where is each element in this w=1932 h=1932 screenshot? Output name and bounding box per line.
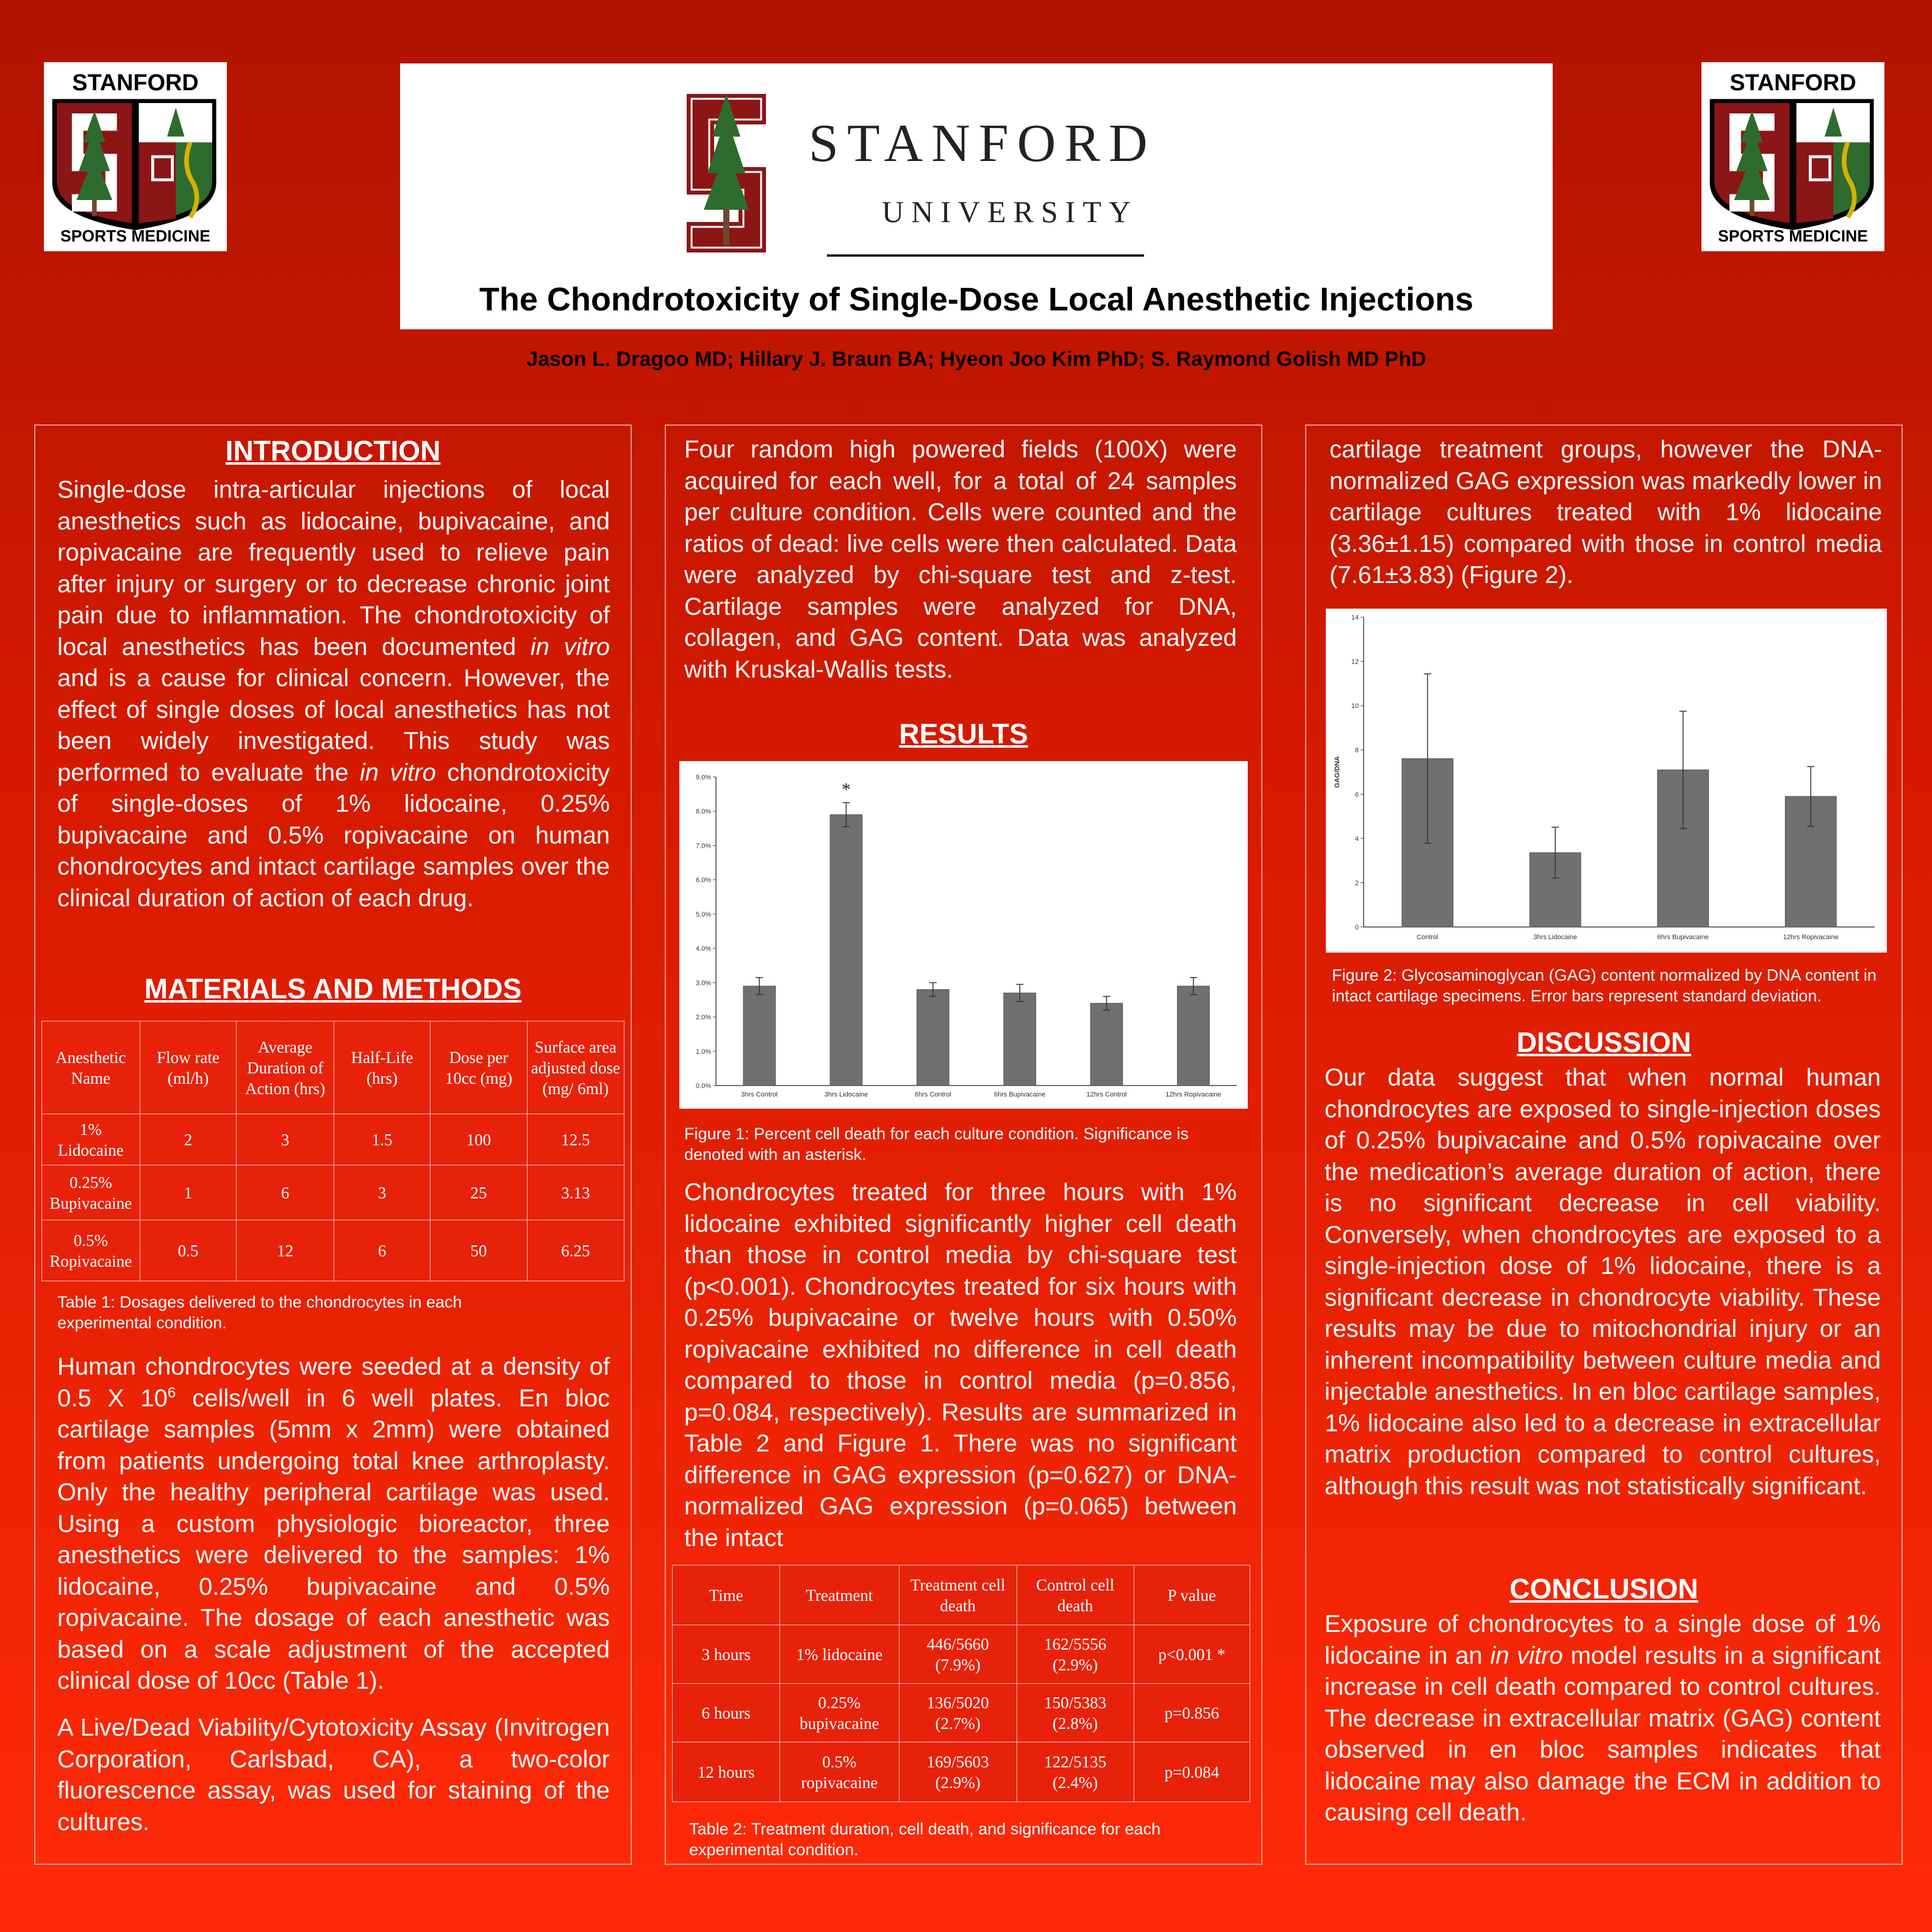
figure-1-chart xyxy=(679,761,1248,1109)
x-category-label: 3hrs Control xyxy=(741,1091,778,1098)
table1-cell: 12.5 xyxy=(527,1114,624,1165)
table2-cell: 0.25% bupivacaine xyxy=(780,1684,900,1742)
table1-cell: 1 xyxy=(140,1165,237,1220)
figure-2-svg xyxy=(1326,609,1887,953)
table2-cell: 0.5% ropivacaine xyxy=(780,1742,900,1802)
results-table xyxy=(672,1565,1250,1802)
figure-1-caption: Figure 1: Percent cell death for each culture condition. Significance is denoted with an asterisk. xyxy=(684,1125,1189,1164)
table2-cell: p=0.084 xyxy=(1134,1742,1250,1802)
table2-cell: 162/5556 (2.9%) xyxy=(1017,1625,1134,1684)
results-text: Chondrocytes treated for three hours with 1% lidocaine exhibited significantly higher cell death than those in control media by chi-square test (p<0.001). Chondrocytes treated for six hours with 0.25% bupivacaine or twelve hours with 0.50% ropivacaine exhibited no difference in cell death compared to those in control media (p=0.856, p=0.084, respectively). Results are summarized in Table 2 and Figure 1. There was no significant difference in GAG expression (p=0.627) or DNA-normalized GAG expression (p=0.065) between the intact xyxy=(684,1179,1237,1551)
x-category-label: 12hrs Ropivacaine xyxy=(1783,934,1839,941)
table1-cell: 0.5% Ropivacaine xyxy=(42,1220,140,1281)
x-category-label: 12hrs Control xyxy=(1086,1091,1127,1098)
significance-asterisk: * xyxy=(842,779,851,800)
bar xyxy=(1090,1003,1123,1086)
y-tick-label: 8 xyxy=(1354,746,1359,754)
svg-text:UNIVERSITY: UNIVERSITY xyxy=(882,195,1138,229)
table2-cell: 122/5135 (2.4%) xyxy=(1017,1742,1134,1802)
table2-cell: p=0.856 xyxy=(1134,1684,1250,1742)
y-tick-label: 14 xyxy=(1351,614,1359,621)
table1-header: Average Duration of Action (hrs) xyxy=(237,1021,334,1114)
table2-cell: 3 hours xyxy=(673,1625,780,1684)
table2-header: P value xyxy=(1134,1565,1250,1625)
table1-cell: 25 xyxy=(431,1165,527,1220)
table1-header: Anesthetic Name xyxy=(42,1021,140,1114)
dosage-table xyxy=(41,1021,624,1281)
table2-cell: 6 hours xyxy=(673,1684,780,1742)
title-banner xyxy=(400,63,1553,371)
table1-cell: 3 xyxy=(334,1165,430,1220)
methods-text-3: Four random high powered fields (100X) were acquired for each well, for a total of 24 samples per culture condition. Cells were counted and the ratios of dead: live cells were then calculated. Data were analyzed by chi-square test and z-test. Cartilage samples were analyzed for DNA, collagen, and GAG content. Data was analyzed with Kruskal-Wallis tests. xyxy=(684,436,1237,683)
table1-cell: 50 xyxy=(431,1220,527,1281)
table1-header: Flow rate (ml/h) xyxy=(140,1021,237,1114)
y-tick-label: 10 xyxy=(1351,703,1359,710)
table2-cell: 150/5383 (2.8%) xyxy=(1017,1684,1134,1742)
x-category-label: 6hrs Bupivacaine xyxy=(993,1091,1046,1098)
x-category-label: 6hrs Control xyxy=(914,1091,951,1098)
y-tick-label: 7.0% xyxy=(695,842,711,850)
sports-medicine-logo-right xyxy=(1701,62,1884,251)
methods-heading: MATERIALS AND METHODS xyxy=(144,973,522,1004)
table2-header: Treatment xyxy=(780,1565,900,1625)
table1-cell: 0.5 xyxy=(140,1220,237,1281)
y-tick-label: 1.0% xyxy=(695,1048,711,1056)
table2-cell: 169/5603 (2.9%) xyxy=(899,1742,1017,1802)
x-category-label: 12hrs Ropivacaine xyxy=(1165,1091,1222,1098)
table2-cell: p<0.001 * xyxy=(1134,1625,1250,1684)
authors: Jason L. Dragoo MD; Hillary J. Braun BA; Hyeon Joo Kim PhD; S. Raymond Golish MD PhD xyxy=(526,348,1426,371)
y-tick-label: 9.0% xyxy=(695,774,711,781)
introduction-text: Single-dose intra-articular injections of local anesthetics such as lidocaine, bupivacaine, and ropivacaine are frequently used to relieve pain after injury or surgery or to decrease chronic joint pain due to inflammation. The chondrotoxicity of local anesthetics has been documented in vitro and is a cause for clinical concern. However, the effect of single doses of local anesthetics has not been widely investigated. This study was performed to evaluate the in vitro chondrotoxicity of single-doses of 1% lidocaine, 0.25% bupivacaine and 0.5% ropivacaine on human chondrocytes and intact cartilage samples over the clinical duration of action of each drug. xyxy=(57,476,610,912)
svg-text:STANFORD: STANFORD xyxy=(72,70,199,96)
sports-medicine-logo-left xyxy=(44,62,227,251)
x-category-label: 6hrs Bupivacaine xyxy=(1657,934,1709,941)
table1-cell: 1% Lidocaine xyxy=(42,1114,140,1165)
y-tick-label: 2.0% xyxy=(695,1014,711,1021)
svg-text:STANFORD: STANFORD xyxy=(1730,70,1856,96)
bar xyxy=(743,986,776,1086)
poster-title: The Chondrotoxicity of Single-Dose Local Anesthetic Injections xyxy=(479,281,1474,318)
svg-text:STANFORD: STANFORD xyxy=(809,114,1156,173)
table1-cell: 6 xyxy=(334,1220,430,1281)
methods-text-1: Human chondrocytes were seeded at a density of 0.5 X $10^6$ cells/well in 6 well plates. En bloc cartilage samples (5mm x 2mm) were obtained from patients undergoing total knee arthroplasty. Only the healthy peripheral cartilage was used. Using a custom physiologic bioreactor, three anesthetics were delivered to the samples: 1% lidocaine, 0.25% bupivacaine and 0.5% ropivacaine. The dosage of each anesthetic was based on a scale adjustment of the accepted clinical dose of 10cc (Table 1). xyxy=(57,1353,610,1694)
table2-header: Time xyxy=(673,1565,780,1625)
figure-2-caption: Figure 2: Glycosaminoglycan (GAG) content normalized by DNA content in intact cartilage specimens. Error bars represent standard deviation. xyxy=(1332,966,1877,1005)
stanford-university-logo xyxy=(681,76,1272,281)
table2-header: Treatment cell death xyxy=(899,1565,1017,1625)
y-tick-label: 3.0% xyxy=(695,979,711,987)
y-tick-label: 12 xyxy=(1351,658,1359,666)
column-right xyxy=(1305,424,1903,1865)
y-tick-label: 0 xyxy=(1354,924,1359,931)
results-heading: RESULTS xyxy=(899,718,1028,750)
bar xyxy=(1178,986,1210,1086)
column-left xyxy=(34,424,632,1865)
x-category-label: 3hrs Lidocaine xyxy=(1533,934,1578,941)
y-tick-label: 0.0% xyxy=(695,1082,711,1090)
y-tick-label: 8.0% xyxy=(695,808,711,816)
table2-cell: 12 hours xyxy=(673,1742,780,1802)
conclusion-text: Exposure of chondrocytes to a single dose of 1% lidocaine in an in vitro model results in a significant increase in cell death compared to control cultures. The decrease in extracellular matrix (GAG) content observed in en bloc samples indicates that lidocaine may also damage the ECM in addition to causing cell death. xyxy=(1325,1611,1881,1826)
table1-cell: 12 xyxy=(237,1220,334,1281)
discussion-heading: DISCUSSION xyxy=(1516,1026,1692,1058)
table2-cell: 136/5020 (2.7%) xyxy=(899,1684,1017,1742)
table1-header: Dose per 10cc (mg) xyxy=(431,1021,527,1114)
introduction-heading: INTRODUCTION xyxy=(225,435,441,467)
table1-header: Surface area adjusted dose (mg/ 6ml) xyxy=(527,1021,624,1114)
discussion-text: Our data suggest that when normal human chondrocytes are exposed to single-injection doses of 0.25% bupivacaine and 0.5% ropivacaine over the medication’s average duration of action, there is no significant decrease in cell viability. Conversely, when chondrocytes are exposed to a single-injection dose of 1% lidocaine, there is a significant decrease in chondrocyte viability. These results may be due to mitochondrial injury or an inherent incompatibility between culture media and injectable anesthetics. In en bloc cartilage samples, 1% lidocaine also led to a decrease in extracellular matrix production compared to control cultures, although this result was not statistically significant. xyxy=(1325,1064,1881,1500)
y-tick-label: 6 xyxy=(1354,791,1359,799)
table1-cell: 6.25 xyxy=(527,1220,624,1281)
table1-cell: 1.5 xyxy=(334,1114,430,1165)
y-tick-label: 2 xyxy=(1354,879,1359,887)
results-text-cont: cartilage treatment groups, however the DNA-normalized GAG expression was markedly lower in cartilage cultures treated with 1% lidocaine (3.36±1.15) compared with those in control media (7.61±3.83) (Figure 2). xyxy=(1329,436,1882,589)
y-tick-label: 5.0% xyxy=(695,911,711,918)
table1-caption: Table 1: Dosages delivered to the chondrocytes in each experimental condition. xyxy=(57,1293,462,1332)
table1-cell: 3.13 xyxy=(527,1165,624,1220)
y-tick-label: 4.0% xyxy=(695,945,711,953)
table2-cell: 1% lidocaine xyxy=(780,1625,900,1684)
svg-text:SPORTS MEDICINE: SPORTS MEDICINE xyxy=(60,227,210,246)
y-axis-label: GAG/DNA xyxy=(1334,756,1341,788)
x-category-label: Control xyxy=(1417,934,1439,941)
table2-cell: 446/5660 (7.9%) xyxy=(899,1625,1017,1684)
y-tick-label: 4 xyxy=(1354,835,1359,843)
svg-text:SPORTS MEDICINE: SPORTS MEDICINE xyxy=(1718,227,1868,246)
table1-cell: 3 xyxy=(237,1114,334,1165)
table1-header: Half-Life (hrs) xyxy=(334,1021,430,1114)
bar xyxy=(830,815,862,1086)
conclusion-heading: CONCLUSION xyxy=(1509,1573,1698,1605)
table1-cell: 2 xyxy=(140,1114,237,1165)
figure-1-svg xyxy=(679,761,1248,1109)
column-middle xyxy=(665,424,1262,1865)
table1-cell: 0.25% Bupivacaine xyxy=(42,1165,140,1220)
figure-2-chart xyxy=(1326,609,1887,953)
table1-cell: 6 xyxy=(237,1165,334,1220)
table2-header: Control cell death xyxy=(1017,1565,1134,1625)
y-tick-label: 6.0% xyxy=(695,876,711,884)
table1-cell: 100 xyxy=(431,1114,527,1165)
table2-caption: Table 2: Treatment duration, cell death, and significance for each experimental condition. xyxy=(689,1820,1161,1859)
bar xyxy=(917,990,950,1086)
methods-text-2: A Live/Dead Viability/Cytotoxicity Assay (Invitrogen Corporation, Carlsbad, CA), a two-color fluorescence assay, was used for staining of the cultures. xyxy=(57,1714,610,1836)
x-category-label: 3hrs Lidocaine xyxy=(824,1091,868,1098)
bar xyxy=(1004,993,1036,1086)
